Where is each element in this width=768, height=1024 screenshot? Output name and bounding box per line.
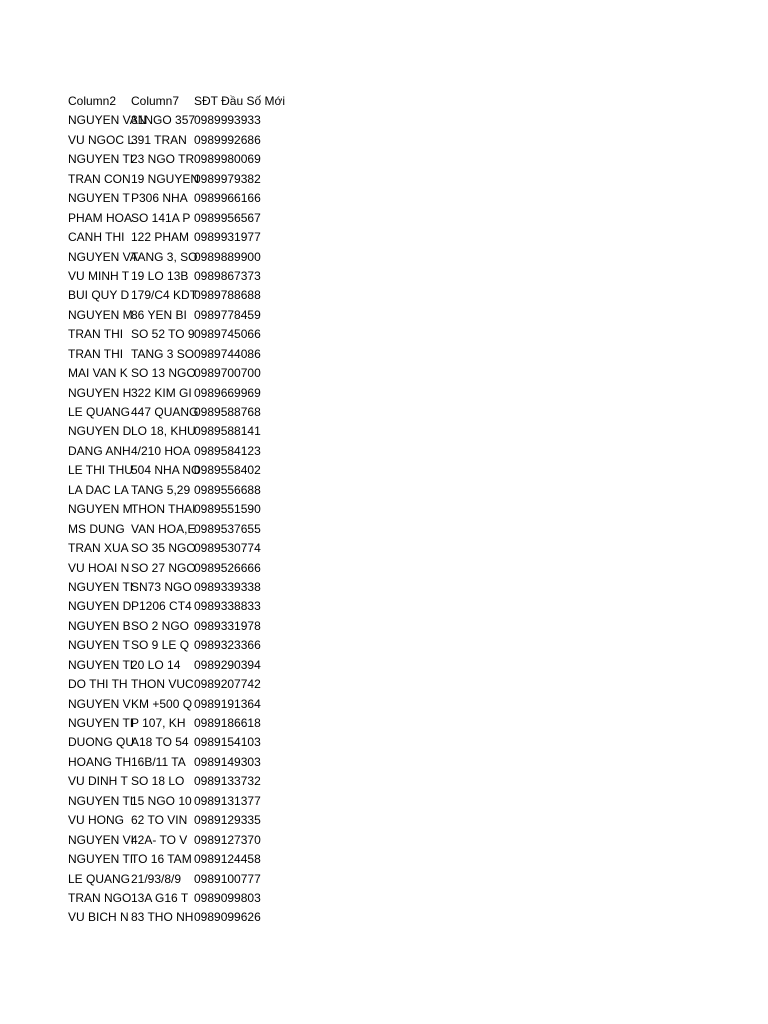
- cell-name[interactable]: VU HONG: [68, 813, 125, 828]
- cell-address[interactable]: 31NGO 357: [131, 113, 196, 128]
- cell-phone[interactable]: 0989745066: [194, 327, 261, 342]
- cell-address[interactable]: VAN HOA,E: [131, 521, 196, 536]
- cell-address[interactable]: TANG 3, SO: [131, 249, 198, 264]
- cell-phone[interactable]: 0989956567: [194, 210, 261, 225]
- table-row: [68, 772, 324, 791]
- cell-address[interactable]: 447 QUANG: [131, 405, 199, 419]
- cell-name[interactable]: LE QUANG: [68, 405, 131, 419]
- cell-name[interactable]: NGUYEN VA: [68, 249, 138, 264]
- cell-name[interactable]: VU BICH N: [68, 910, 129, 925]
- cell-phone[interactable]: 0989889900: [194, 249, 261, 264]
- table-row: [68, 811, 324, 830]
- cell-name[interactable]: NGUYEN TI: [68, 716, 134, 730]
- cell-address[interactable]: 504 NHA NO: [131, 463, 201, 478]
- cell-phone[interactable]: 0989290394: [194, 657, 261, 672]
- cell-address[interactable]: 19 LO 13B: [131, 268, 189, 283]
- cell-name[interactable]: NGUYEN B: [68, 618, 131, 633]
- cell-name[interactable]: NGUYEN TI: [68, 152, 134, 167]
- cell-name[interactable]: LA DAC LA: [68, 482, 129, 497]
- table-row: [68, 870, 324, 889]
- cell-name[interactable]: NGUYEN VI: [68, 832, 135, 847]
- cell-name[interactable]: TRAN THI: [68, 346, 124, 361]
- table-row: [68, 675, 324, 694]
- cell-address[interactable]: 42A- TO V: [131, 832, 188, 847]
- table-row: [68, 714, 324, 733]
- cell-name[interactable]: MAI VAN K: [68, 366, 128, 381]
- cell-phone[interactable]: 0989931977: [194, 230, 261, 245]
- cell-address[interactable]: 86 YEN BI: [131, 307, 187, 322]
- cell-name[interactable]: VU MINH T: [68, 268, 130, 283]
- cell-name[interactable]: MS DUNG: [68, 521, 125, 536]
- table-row: [68, 539, 324, 558]
- table-row: [68, 636, 324, 655]
- cell-phone[interactable]: 0989537655: [194, 521, 261, 536]
- cell-name[interactable]: TRAN THI: [68, 327, 124, 342]
- cell-phone[interactable]: 0989669969: [194, 385, 261, 400]
- cell-name[interactable]: NGUYEN D: [68, 424, 132, 439]
- cell-phone[interactable]: 0989980069: [194, 152, 261, 167]
- table-row: [68, 422, 324, 441]
- table-row: [68, 831, 324, 850]
- cell-address[interactable]: 23 NGO TR: [131, 152, 195, 167]
- cell-address[interactable]: SN73 NGO: [131, 579, 192, 594]
- cell-name[interactable]: LE THI THU: [68, 463, 133, 478]
- cell-address[interactable]: 179/C4 KDT: [131, 288, 198, 303]
- cell-phone[interactable]: 0989966166: [194, 191, 261, 206]
- cell-name[interactable]: VU DINH T: [68, 774, 128, 789]
- table-row: [68, 520, 324, 539]
- cell-phone[interactable]: 0989744086: [194, 346, 261, 361]
- cell-name[interactable]: NGUYEN TI: [68, 657, 134, 672]
- table-row: [68, 209, 324, 228]
- cell-name[interactable]: VU HOAI N: [68, 560, 130, 575]
- cell-address[interactable]: 122 PHAM: [131, 230, 190, 245]
- table-row: [68, 248, 324, 267]
- cell-phone[interactable]: 0989558402: [194, 463, 261, 478]
- cell-name[interactable]: NGUYEN M: [68, 502, 133, 517]
- table-row: [68, 617, 324, 636]
- header-phone[interactable]: SĐT Đầu Số Mới: [194, 94, 286, 108]
- cell-address[interactable]: A18 TO 54: [131, 735, 189, 750]
- cell-name[interactable]: NGUYEN T: [68, 191, 130, 206]
- cell-address[interactable]: 19 NGUYEN: [131, 171, 200, 186]
- cell-address[interactable]: SO 35 NGO: [131, 541, 196, 556]
- spreadsheet: [68, 92, 324, 928]
- cell-phone[interactable]: 0989526666: [194, 560, 261, 575]
- cell-address[interactable]: 13A G16 T: [131, 890, 189, 905]
- cell-name[interactable]: BUI QUY D: [68, 288, 130, 303]
- cell-phone[interactable]: 0989584123: [194, 443, 261, 458]
- cell-name[interactable]: NGUYEN TI: [68, 793, 134, 808]
- cell-address[interactable]: P306 NHA: [131, 191, 188, 206]
- table-row: [68, 753, 324, 772]
- table-row: [68, 733, 324, 752]
- cell-address[interactable]: SO 141A P: [131, 210, 191, 225]
- cell-phone[interactable]: 0989993933: [194, 113, 261, 128]
- cell-address[interactable]: 4/210 HOA: [131, 443, 191, 458]
- cell-name[interactable]: CANH THI: [68, 230, 125, 245]
- header-row: [68, 92, 324, 111]
- table-row: [68, 578, 324, 597]
- cell-name[interactable]: NGUYEN TI: [68, 579, 134, 594]
- data-rows: [68, 111, 324, 927]
- cell-address[interactable]: SO 9 LE Q: [131, 638, 190, 653]
- cell-address[interactable]: TANG 5,29: [131, 482, 191, 497]
- header-column7[interactable]: Column7: [131, 94, 180, 108]
- table-row: [68, 850, 324, 869]
- cell-address[interactable]: 20 LO 14: [131, 657, 181, 672]
- cell-name[interactable]: HOANG TH: [68, 754, 132, 769]
- cell-phone[interactable]: 0989551590: [194, 502, 261, 517]
- cell-address[interactable]: 391 TRAN: [131, 132, 187, 147]
- table-row: [68, 384, 324, 403]
- table-row: [68, 131, 324, 150]
- table-row: [68, 267, 324, 286]
- cell-phone[interactable]: 0989129335: [194, 813, 261, 828]
- cell-name[interactable]: NGUYEN D: [68, 599, 132, 614]
- cell-name[interactable]: VU NGOC L: [68, 132, 135, 147]
- table-row: [68, 908, 324, 927]
- cell-address[interactable]: LO 18, KHU: [131, 424, 196, 439]
- cell-address[interactable]: THON THAI: [131, 502, 196, 517]
- table-row: [68, 228, 324, 247]
- cell-phone[interactable]: 0989867373: [194, 268, 261, 283]
- cell-phone[interactable]: 0989124458: [194, 852, 261, 867]
- cell-name[interactable]: DUONG QU: [68, 735, 134, 750]
- cell-address[interactable]: SO 2 NGO: [131, 618, 190, 633]
- table-row: [68, 286, 324, 305]
- cell-phone[interactable]: 0989149303: [194, 754, 261, 769]
- cell-phone[interactable]: 0989331978: [194, 618, 261, 633]
- cell-address[interactable]: 15 NGO 10: [131, 793, 192, 808]
- cell-phone[interactable]: 0989530774: [194, 541, 261, 556]
- table-row: [68, 111, 324, 130]
- table-row: [68, 150, 324, 169]
- cell-name[interactable]: NGUYEN V: [68, 696, 131, 711]
- cell-address[interactable]: P 107, KH: [131, 716, 186, 730]
- cell-phone[interactable]: 0989127370: [194, 832, 261, 847]
- cell-address[interactable]: SO 52 TO 9: [131, 327, 195, 342]
- table-row: [68, 403, 324, 422]
- cell-phone[interactable]: 0989323366: [194, 638, 261, 653]
- cell-phone[interactable]: 0989588141: [194, 424, 261, 439]
- cell-name[interactable]: PHAM HOA: [68, 210, 133, 225]
- cell-phone[interactable]: 0989700700: [194, 366, 261, 381]
- cell-address[interactable]: 322 KIM GI: [131, 385, 192, 400]
- cell-address[interactable]: 21/93/8/9: [131, 871, 182, 886]
- table-row: [68, 559, 324, 578]
- table-row: [68, 889, 324, 908]
- cell-phone[interactable]: 0989338833: [194, 599, 261, 614]
- table-row: [68, 656, 324, 675]
- cell-name[interactable]: LE QUANG: [68, 871, 131, 886]
- table-row: [68, 345, 324, 364]
- table-row: [68, 170, 324, 189]
- cell-phone[interactable]: 0989186618: [194, 716, 261, 730]
- cell-name[interactable]: NGUYEN T: [68, 638, 130, 653]
- cell-phone[interactable]: 0989099803: [194, 890, 261, 905]
- cell-phone[interactable]: 0989133732: [194, 774, 261, 789]
- cell-phone[interactable]: 0989099626: [194, 910, 261, 925]
- cell-address[interactable]: 62 TO VIN: [131, 813, 188, 828]
- table-row: [68, 695, 324, 714]
- cell-address[interactable]: 16B/11 TA: [131, 754, 186, 769]
- table-row: [68, 189, 324, 208]
- cell-name[interactable]: TRAN CON: [68, 171, 131, 186]
- cell-name[interactable]: NGUYEN M: [68, 307, 133, 322]
- table-row: [68, 500, 324, 519]
- table-row: [68, 481, 324, 500]
- cell-address[interactable]: KM +500 Q: [131, 696, 193, 711]
- cell-phone[interactable]: 0989588768: [194, 405, 261, 419]
- cell-phone[interactable]: 0989131377: [194, 793, 261, 808]
- cell-name[interactable]: NGUYEN H: [68, 385, 132, 400]
- cell-address[interactable]: TO 16 TAM: [131, 852, 192, 867]
- cell-address[interactable]: TANG 3 SO: [131, 346, 195, 361]
- cell-phone[interactable]: 0989339338: [194, 579, 261, 594]
- table-row: [68, 364, 324, 383]
- cell-phone[interactable]: 0989556688: [194, 482, 261, 497]
- cell-address[interactable]: SO 13 NGO: [131, 366, 196, 381]
- table-row: [68, 325, 324, 344]
- table-row: [68, 597, 324, 616]
- cell-address[interactable]: SO 27 NGO: [131, 560, 196, 575]
- cell-name[interactable]: TRAN NGO: [68, 890, 132, 905]
- table-row: [68, 461, 324, 480]
- cell-address[interactable]: THON VUC: [131, 677, 194, 692]
- cell-phone[interactable]: 0989778459: [194, 307, 261, 322]
- cell-phone[interactable]: 0989207742: [194, 677, 261, 692]
- table-row: [68, 306, 324, 325]
- cell-phone[interactable]: 0989191364: [194, 696, 261, 711]
- cell-name[interactable]: DANG ANH: [68, 443, 131, 458]
- table-row: [68, 442, 324, 461]
- cell-phone[interactable]: 0989154103: [194, 735, 261, 750]
- cell-name[interactable]: NGUYEN TI: [68, 852, 134, 867]
- cell-name[interactable]: TRAN XUA: [68, 541, 129, 556]
- cell-phone[interactable]: 0989979382: [194, 171, 261, 186]
- table-row: [68, 792, 324, 811]
- cell-address[interactable]: P1206 CT4: [131, 599, 192, 614]
- cell-address[interactable]: SO 18 LO: [131, 774, 185, 789]
- header-column2[interactable]: Column2: [68, 94, 117, 108]
- cell-phone[interactable]: 0989100777: [194, 871, 261, 886]
- cell-name[interactable]: DO THI TH: [68, 677, 128, 692]
- cell-address[interactable]: 83 THO NH: [131, 910, 194, 925]
- cell-phone[interactable]: 0989992686: [194, 132, 261, 147]
- cell-phone[interactable]: 0989788688: [194, 288, 261, 303]
- cell-name[interactable]: NGUYEN VAN: [68, 113, 147, 128]
